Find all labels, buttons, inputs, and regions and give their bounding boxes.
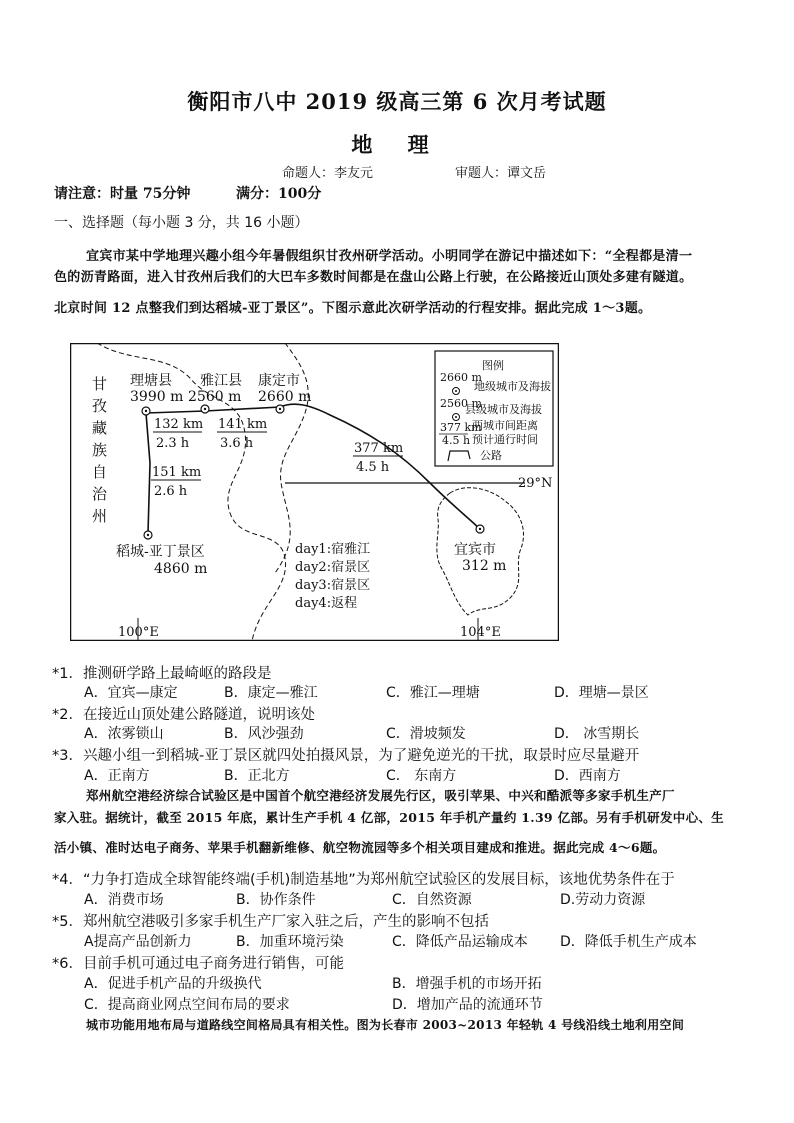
passage2-line1: 郑州航空港经济综合试验区是中国首个航空港经济发展先行区，吸引苹果、中兴和酷派等多家手机生产厂 <box>86 788 675 803</box>
question-5-option-a[interactable]: A提高产品创新力 <box>84 934 192 950</box>
itinerary-day: day4:返程 <box>295 596 358 611</box>
legend-text: 预计通行时间 <box>472 433 538 446</box>
city-alt-yajiang: 2560 m <box>188 389 242 405</box>
legend-value: 2660 m <box>440 371 482 384</box>
segment-km: 151 km <box>152 465 202 480</box>
question-6-option-b[interactable]: B．增强手机的市场开拓 <box>392 976 542 992</box>
question-6: *6．目前手机可通过电子商务进行销售，可能 <box>52 956 344 972</box>
question-3-option-a[interactable]: A．正南方 <box>84 768 150 784</box>
author-line: 命题人：李友元 <box>282 166 374 181</box>
question-2-option-b[interactable]: B．风沙强劲 <box>224 726 304 742</box>
city-alt-yibin: 312 m <box>462 558 507 574</box>
question-6-option-d[interactable]: D．增加产品的流通环节 <box>392 997 543 1013</box>
question-2-option-c[interactable]: C．滑坡频发 <box>386 726 466 742</box>
question-1-option-d[interactable]: D．理塘—景区 <box>554 685 649 701</box>
question-5-option-d[interactable]: D．降低手机生产成本 <box>560 934 697 950</box>
itinerary-day: day2:宿景区 <box>295 560 371 575</box>
question-3-option-c[interactable]: C． 东南方 <box>386 768 457 784</box>
score-notice: 满分：100分 <box>236 186 322 202</box>
passage1-line2: 色的沥青路面，进入甘孜州后我们的大巴车多数时间都是在盘山公路上行驶，在公路接近山顶处多建有隧道。 <box>54 270 693 285</box>
passage1-line1: 宜宾市某中学地理兴趣小组今年暑假组织甘孜州研学活动。小明同学在游记中描述如下：“全程都是清一 <box>86 249 693 264</box>
city-name-kangding: 康定市 <box>258 373 300 389</box>
passage2-line3: 活小镇、准时达电子商务、苹果手机翻新维修、航空物流园等多个相关项目建成和推进。据此完成 4～6题。 <box>54 840 666 855</box>
legend-text: 两城市间距离 <box>472 419 538 432</box>
question-3-option-d[interactable]: D．西南方 <box>554 768 621 784</box>
section-heading: 一、选择题（每小题 3 分，共 16 小题） <box>54 215 309 231</box>
region-char: 族 <box>92 441 108 459</box>
segment-km: 141 km <box>218 417 268 432</box>
region-char: 孜 <box>92 397 108 415</box>
question-3-option-b[interactable]: B．正北方 <box>224 768 290 784</box>
question-2-option-d[interactable]: D． 冰雪期长 <box>554 726 640 742</box>
legend-text: 公路 <box>480 449 502 462</box>
legend-value: 4.5 h <box>442 434 471 447</box>
question-1: *1．推测研学路上最崎岖的路段是 <box>52 666 272 682</box>
city-name-yajiang: 雅江县 <box>200 373 242 389</box>
question-3: *3．兴趣小组一到稻城-亚丁景区就四处拍摄风景，为了避免逆光的干扰，取景时应尽量避开 <box>52 748 640 764</box>
question-6-option-c[interactable]: C．提高商业网点空间布局的要求 <box>84 997 290 1013</box>
passage2-line2: 家入驻。据统计，截至 2015 年底，累计生产手机 4 亿部，2015 年手机产量约 1.39 亿部。另有手机研发中心、生 <box>54 810 724 825</box>
question-1-option-c[interactable]: C．雅江—理塘 <box>386 685 480 701</box>
segment-km: 377 km <box>354 441 404 456</box>
question-4-option-a[interactable]: A．消费市场 <box>84 892 164 908</box>
region-char: 治 <box>92 485 108 503</box>
legend-value: 2560 m <box>440 397 482 410</box>
subject-title: 地 理 <box>351 132 443 157</box>
region-char: 州 <box>92 507 108 525</box>
exam-title: 衡阳市八中 2019 级高三第 6 次月考试题 <box>187 89 607 114</box>
city-alt-daocheng: 4860 m <box>154 561 208 577</box>
question-4: *4．“力争打造成全球智能终端(手机)制造基地”为郑州航空试验区的发展目标，该地优势条件在于 <box>52 872 675 888</box>
question-5-option-b[interactable]: B．加重环境污染 <box>236 934 344 950</box>
lon-label: 100°E <box>118 625 159 640</box>
legend-text: 地级城市及海拔 <box>474 380 551 393</box>
question-2: *2．在接近山顶处建公路隧道，说明该处 <box>52 707 315 723</box>
time-notice: 请注意：时量 75分钟 <box>54 186 191 202</box>
segment-time: 2.6 h <box>154 484 188 499</box>
itinerary-day: day1:宿雅江 <box>295 542 371 557</box>
question-1-option-a[interactable]: A．宜宾—康定 <box>84 685 178 701</box>
question-4-option-b[interactable]: B．协作条件 <box>236 892 316 908</box>
city-alt-kangding: 2660 m <box>258 389 312 405</box>
lon-label: 104°E <box>460 625 501 640</box>
question-5: *5．郑州航空港吸引多家手机生产厂家入驻之后，产生的影响不包括 <box>52 914 489 930</box>
city-alt-litang: 3990 m <box>130 389 184 405</box>
question-4-option-c[interactable]: C．自然资源 <box>392 892 472 908</box>
question-2-option-a[interactable]: A．浓雾锁山 <box>84 726 164 742</box>
itinerary-day: day3:宿景区 <box>295 578 371 593</box>
question-6-option-a[interactable]: A．促进手机产品的升级换代 <box>84 976 262 992</box>
passage1-line3: 北京时间 12 点整我们到达稻城-亚丁景区”。下图示意此次研学活动的行程安排。据此完成 1～3题。 <box>54 301 652 316</box>
route-map <box>70 343 559 641</box>
region-char: 藏 <box>92 419 108 437</box>
city-name-yibin: 宜宾市 <box>454 542 496 558</box>
city-name-litang: 理塘县 <box>130 373 172 389</box>
region-char: 自 <box>92 463 108 481</box>
legend-title: 图例 <box>482 359 504 372</box>
question-1-option-b[interactable]: B．康定—雅江 <box>224 685 318 701</box>
legend-value: 377 km <box>440 421 482 434</box>
legend-text: 县级城市及海拔 <box>465 403 542 416</box>
reviewer-line: 审题人：谭文岳 <box>455 166 547 181</box>
region-char: 甘 <box>92 375 108 393</box>
question-4-option-d[interactable]: D.劳动力资源 <box>560 892 646 908</box>
segment-time: 4.5 h <box>356 460 390 475</box>
passage3-line1: 城市功能用地布局与道路线空间格局具有相关性。图为长春市 2003~2013 年轻轨 4 号线沿线土地利用空间 <box>86 1018 685 1032</box>
lat-label: 29°N <box>518 476 553 491</box>
segment-km: 132 km <box>154 417 204 432</box>
segment-time: 2.3 h <box>156 436 190 451</box>
city-name-daocheng: 稻城-亚丁景区 <box>116 544 205 560</box>
segment-time: 3.6 h <box>220 436 254 451</box>
question-5-option-c[interactable]: C．降低产品运输成本 <box>392 934 528 950</box>
